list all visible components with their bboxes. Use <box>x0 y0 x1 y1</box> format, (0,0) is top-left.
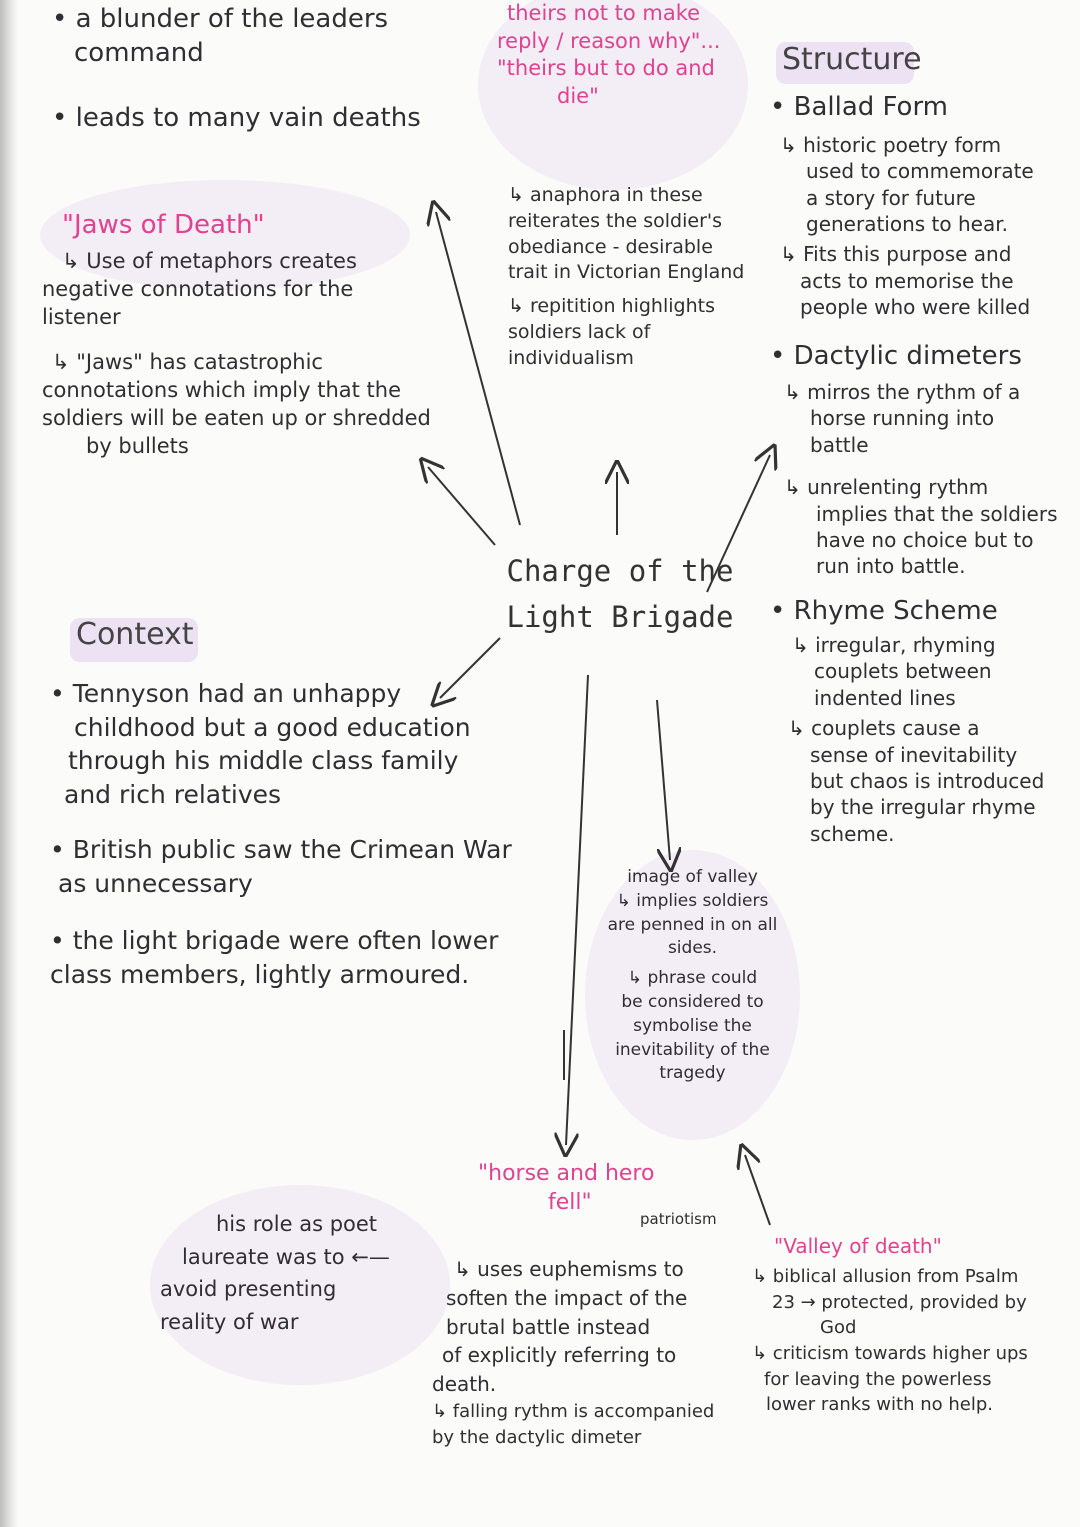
note-line: trait in Victorian England <box>508 261 745 284</box>
note-valley-image <box>590 866 795 1086</box>
note-blunder <box>52 2 421 135</box>
note-line: negative connotations for the <box>42 277 354 302</box>
note-line: by bullets <box>86 433 189 458</box>
central-topic-line1: Charge of the <box>506 554 734 588</box>
note-line: his role as poet <box>216 1212 378 1236</box>
note-anaphora <box>508 183 744 372</box>
note-line: • leads to many vain deaths <box>52 102 421 133</box>
note-line: and rich relatives <box>64 779 282 809</box>
note-line: have no choice but to <box>816 527 1034 552</box>
note-line: but chaos is introduced <box>810 768 1045 793</box>
note-line: image of valley <box>627 867 758 887</box>
note-line: sides. <box>667 938 718 959</box>
note-line: used to commemorate <box>806 159 1034 184</box>
note-line: God <box>820 1317 857 1339</box>
note-line: laureate was to ←— <box>182 1244 390 1269</box>
quote-horse-and-hero <box>478 1160 654 1217</box>
note-line: ↳ Fits this purpose and <box>780 242 1012 267</box>
note-line: childhood but a good education <box>74 712 471 742</box>
note-line: avoid presenting <box>160 1277 337 1302</box>
patriotism-label: patriotism <box>640 1210 717 1228</box>
note-line: of explicitly referring to <box>442 1343 677 1368</box>
note-line: soldiers will be eaten up or shredded <box>42 405 431 430</box>
note-line: ↳ anaphora in these <box>508 184 703 206</box>
note-line: horse running into <box>810 406 995 431</box>
note-line: ↳ Use of metaphors creates <box>62 249 357 274</box>
note-line: symbolise the <box>633 1015 752 1036</box>
central-topic <box>505 548 735 641</box>
note-line: soldiers lack of <box>508 321 651 344</box>
note-theirs-not <box>497 0 720 111</box>
context-heading: Context <box>76 617 194 652</box>
note-line: 23 → protected, provided by <box>772 1291 1027 1313</box>
note-line: • Tennyson had an unhappy <box>50 679 402 709</box>
note-line: be considered to <box>621 991 764 1012</box>
note-line: as unnecessary <box>58 868 253 898</box>
note-line: are penned in on all <box>607 914 778 935</box>
note-line: ↳ irregular, rhyming <box>792 633 996 657</box>
note-line: ↳ falling rythm is accompanied <box>432 1400 715 1422</box>
note-line: indented lines <box>814 685 956 710</box>
note-line: obediance - desirable <box>508 235 713 258</box>
structure-heading: Structure <box>782 42 922 77</box>
note-line: battle <box>810 432 869 457</box>
note-line: sense of inevitability <box>810 742 1018 767</box>
quote-line: die" <box>557 84 599 109</box>
note-line: reiterates the soldier's <box>508 209 723 232</box>
note-line: individualism <box>508 346 634 369</box>
note-line: people who were killed <box>800 295 1031 320</box>
note-line: • the light brigade were often lower <box>50 926 499 956</box>
note-line: ↳ unrelenting rythm <box>784 475 989 500</box>
note-line: ↳ criticism towards higher ups <box>752 1343 1028 1365</box>
dactylic-heading: • Dactylic dimeters <box>770 340 1022 371</box>
note-line: generations to hear. <box>806 212 1008 237</box>
note-euphemisms <box>432 1255 714 1451</box>
note-line: ↳ repitition highlights <box>508 295 715 318</box>
structure-section <box>770 40 1058 847</box>
note-line: reality of war <box>160 1309 299 1334</box>
note-line: couplets between <box>814 659 992 684</box>
quote-line: "theirs but to do and <box>497 56 715 81</box>
tag-patriotism <box>640 1210 717 1230</box>
note-line: inevitability of the <box>615 1039 770 1060</box>
note-line: ↳ couplets cause a <box>788 716 980 741</box>
note-line: class members, lightly armoured. <box>50 959 470 989</box>
quote-line: reply / reason why"... <box>497 28 721 53</box>
note-line: ↳ historic poetry form <box>780 132 1002 157</box>
central-topic-line2: Light Brigade <box>506 600 734 635</box>
note-line: implies that the soldiers <box>816 501 1058 526</box>
note-line: scheme. <box>810 821 895 846</box>
note-line: ↳ "Jaws" has catastrophic <box>52 350 323 375</box>
note-line: acts to memorise the <box>800 268 1014 293</box>
note-line: ↳ mirros the rythm of a <box>784 379 1021 404</box>
note-valley-of-death <box>752 1232 1028 1418</box>
note-line: ↳ biblical allusion from Psalm <box>752 1266 1019 1288</box>
note-line: by the dactylic dimeter <box>432 1426 642 1448</box>
note-line: run into battle. <box>816 554 966 579</box>
note-line: a story for future <box>806 185 976 210</box>
arrow-to-horse-hero <box>566 675 588 1145</box>
note-poet-laureate <box>160 1208 390 1338</box>
rhyme-scheme-heading: • Rhyme Scheme <box>770 595 998 626</box>
note-line: • a blunder of the leaders <box>52 4 389 34</box>
note-line: ↳ phrase could <box>627 968 758 989</box>
quote-line: theirs not to make <box>507 1 701 25</box>
note-line: soften the impact of the <box>446 1285 688 1310</box>
note-line: ↳ implies soldiers <box>616 890 769 911</box>
note-line: through his middle class family <box>68 746 459 776</box>
quote-line: fell" <box>548 1189 592 1215</box>
note-line: brutal battle instead <box>446 1314 651 1339</box>
note-line: connotations which imply that the <box>42 378 401 403</box>
arrow-to-valley-image <box>657 700 670 860</box>
note-jaws-of-death <box>42 208 431 460</box>
note-line: command <box>74 38 204 69</box>
note-line: • British public saw the Crimean War <box>50 835 512 865</box>
arrow-to-jaws <box>428 467 495 545</box>
note-line: lower ranks with no help. <box>766 1394 993 1416</box>
note-line: by the irregular rhyme <box>810 795 1036 820</box>
ballad-form-heading: • Ballad Form <box>770 91 949 122</box>
quote-line: "horse and hero <box>478 1161 655 1186</box>
note-line: ↳ uses euphemisms to <box>454 1257 684 1281</box>
note-line: tragedy <box>659 1063 726 1084</box>
note-line: death. <box>432 1372 497 1397</box>
note-line: for leaving the powerless <box>764 1368 992 1390</box>
arrow-valley-to-tragedy <box>745 1155 770 1225</box>
quote-jaws-of-death: "Jaws of Death" <box>62 210 265 240</box>
quote-valley-of-death: "Valley of death" <box>774 1234 942 1258</box>
context-section <box>50 615 512 991</box>
note-line: listener <box>42 304 121 329</box>
